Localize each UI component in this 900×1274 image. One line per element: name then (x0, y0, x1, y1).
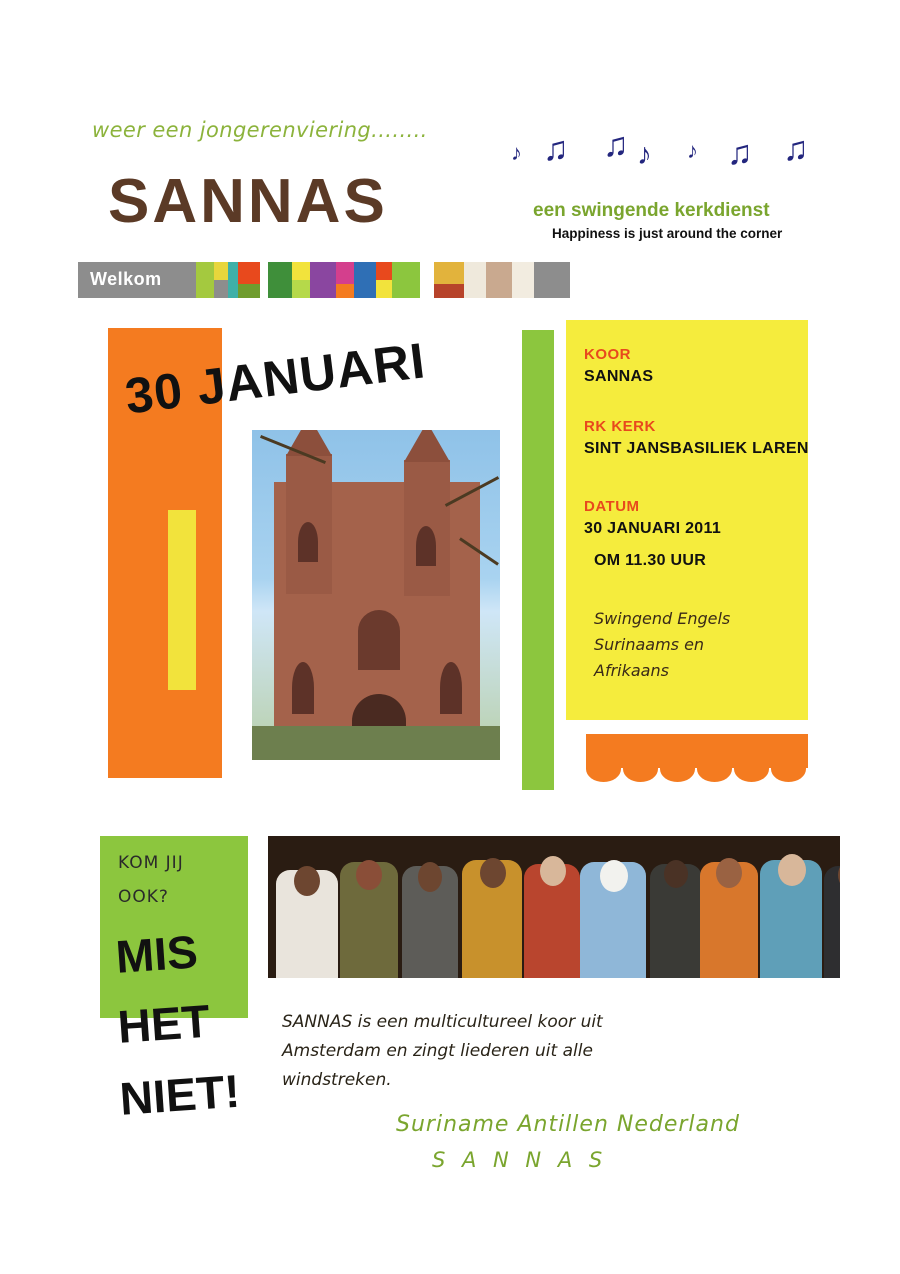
page-title: SANNAS (108, 167, 388, 236)
languages-line-3: Afrikaans (594, 661, 669, 680)
datum-label: DATUM (584, 498, 640, 515)
church-photo (252, 430, 500, 760)
music-note-icon: ♫ (783, 130, 811, 168)
church-ground (252, 726, 500, 760)
subtitle-tagline: Happiness is just around the corner (552, 226, 783, 241)
languages-line-1: Swingend Engels (594, 609, 731, 628)
subtitle-green: een swingende kerkdienst (533, 200, 770, 221)
kerk-label: RK KERK (584, 418, 656, 435)
niet-word: NIET! (118, 1064, 242, 1125)
music-notes-group (505, 128, 845, 173)
choir-photo (268, 836, 840, 978)
orange-scallop-bumps (586, 756, 808, 782)
sannas-footer: S A N N A S (432, 1148, 608, 1172)
mis-word: MIS (114, 925, 200, 983)
music-note-icon: ♪ (687, 138, 700, 163)
welkom-label: Welkom (90, 269, 162, 289)
church-spire-right (404, 430, 450, 462)
datum-value: 30 JANUARI 2011 (584, 520, 722, 537)
kom-jij-ook-text (118, 846, 184, 914)
event-info-panel (566, 320, 808, 720)
music-note-icon: ♪ (511, 140, 524, 165)
music-note-icon: ♫ (603, 126, 631, 164)
languages-line-2: Surinaams en (594, 635, 705, 654)
yellow-accent-strip (168, 510, 196, 690)
countries-line: Suriname Antillen Nederland (396, 1112, 740, 1137)
het-word: HET (116, 994, 212, 1053)
koor-value: SANNAS (584, 368, 654, 385)
kerk-value: SINT JANSBASILIEK LAREN (584, 440, 809, 457)
music-note-icon: ♪ (637, 138, 654, 171)
green-accent-bar (522, 330, 554, 790)
ook-line: OOK? (118, 887, 169, 907)
church-rose-window (358, 610, 400, 670)
music-note-icon: ♫ (543, 130, 571, 168)
event-date-heading: 30 JANUARI (122, 332, 429, 425)
church-spire-left (286, 430, 332, 456)
description-text: SANNAS is een multicultureel koor uit Amsterdam en zingt liederen uit alle windstreken. (282, 1012, 603, 1090)
koor-label: KOOR (584, 346, 631, 363)
welkom-banner (78, 262, 570, 298)
tagline-top: weer een jongerenviering........ (92, 118, 428, 142)
music-note-icon: ♫ (727, 134, 755, 172)
tijd-value: OM 11.30 UUR (594, 552, 707, 569)
kom-jij-line: KOM JIJ (118, 853, 184, 873)
